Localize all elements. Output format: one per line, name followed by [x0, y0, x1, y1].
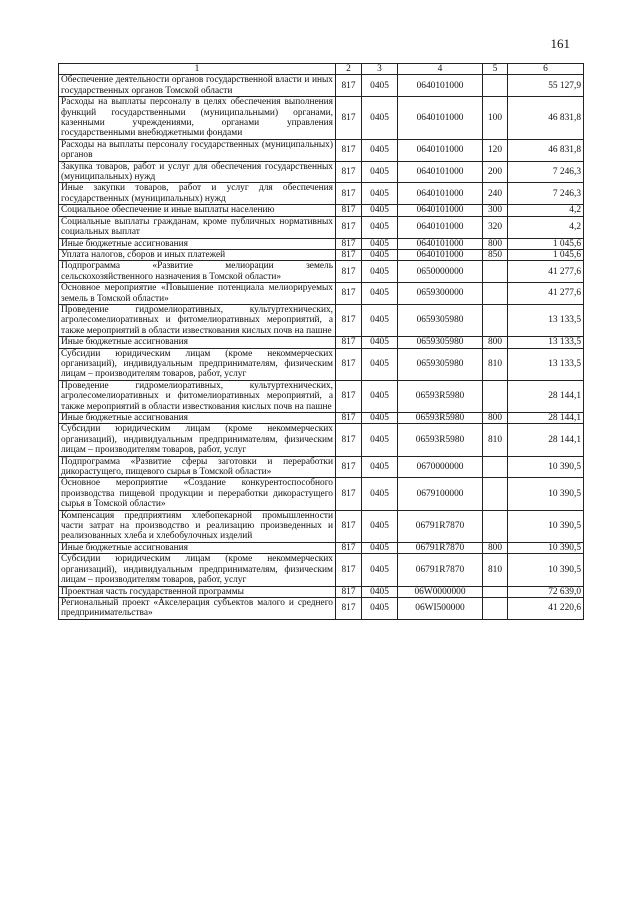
column-header: 5	[483, 64, 508, 75]
cell-section: 0405	[362, 304, 398, 336]
cell-expense-type	[483, 304, 508, 336]
cell-expense-type	[483, 283, 508, 305]
cell-amount: 1 045,6	[508, 238, 584, 249]
cell-amount: 41 277,6	[508, 283, 584, 305]
cell-section: 0405	[362, 586, 398, 597]
cell-name: Расходы на выплаты персоналу государственных (муниципальных) органов	[59, 139, 336, 161]
cell-target-article: 06593R5980	[398, 424, 483, 456]
cell-expense-type: 120	[483, 139, 508, 161]
table-row	[59, 139, 584, 161]
table-row	[59, 542, 584, 553]
page-number: 161	[550, 36, 570, 51]
cell-name: Проведение гидромелиоративных, культуртехнических, агролесомелиоративных и фитомелиоративных мероприятий, а также мероприятий в области известкования кислых почв на пашне	[59, 380, 336, 412]
cell-ved: 817	[336, 554, 362, 586]
table-row	[59, 597, 584, 619]
cell-target-article: 0640101000	[398, 249, 483, 260]
cell-amount: 28 144,1	[508, 380, 584, 412]
cell-name: Основное мероприятие «Повышение потенциала мелиорируемых земель в Томской области»	[59, 283, 336, 305]
cell-section: 0405	[362, 161, 398, 183]
cell-ved: 817	[336, 542, 362, 553]
cell-target-article: 0679100000	[398, 478, 483, 510]
cell-expense-type: 800	[483, 337, 508, 348]
cell-name: Иные бюджетные ассигнования	[59, 413, 336, 424]
table-row	[59, 183, 584, 205]
cell-amount: 4,2	[508, 216, 584, 238]
cell-expense-type	[483, 478, 508, 510]
cell-target-article: 06WI500000	[398, 597, 483, 619]
cell-target-article: 0640101000	[398, 139, 483, 161]
cell-section: 0405	[362, 348, 398, 380]
cell-amount: 10 390,5	[508, 542, 584, 553]
cell-section: 0405	[362, 554, 398, 586]
cell-ved: 817	[336, 413, 362, 424]
table-row	[59, 161, 584, 183]
cell-ved: 817	[336, 510, 362, 542]
cell-section: 0405	[362, 139, 398, 161]
table-row	[59, 337, 584, 348]
cell-amount: 28 144,1	[508, 424, 584, 456]
cell-name: Расходы на выплаты персоналу в целях обеспечения выполнения функций государственными (муниципальными) органами, казенными учреждениями, органами управления государственными внебюджетными фондами	[59, 97, 336, 140]
cell-expense-type	[483, 597, 508, 619]
column-header: 1	[59, 64, 336, 75]
cell-amount: 10 390,5	[508, 478, 584, 510]
cell-section: 0405	[362, 183, 398, 205]
cell-ved: 817	[336, 304, 362, 336]
cell-name: Субсидии юридическим лицам (кроме некоммерческих организаций), индивидуальным предпринимателям, физическим лицам – производителям товаров, работ, услуг	[59, 554, 336, 586]
cell-amount: 28 144,1	[508, 413, 584, 424]
cell-target-article: 0659305980	[398, 304, 483, 336]
cell-expense-type: 320	[483, 216, 508, 238]
column-header: 2	[336, 64, 362, 75]
table-row	[59, 304, 584, 336]
cell-target-article: 06593R5980	[398, 413, 483, 424]
cell-target-article: 0640101000	[398, 75, 483, 97]
cell-section: 0405	[362, 249, 398, 260]
cell-expense-type: 200	[483, 161, 508, 183]
table-row	[59, 261, 584, 283]
budget-table	[58, 63, 584, 620]
cell-section: 0405	[362, 413, 398, 424]
table-row	[59, 456, 584, 478]
cell-target-article: 06593R5980	[398, 380, 483, 412]
cell-amount: 7 246,3	[508, 161, 584, 183]
cell-name: Проведение гидромелиоративных, культуртехнических, агролесомелиоративных и фитомелиоративных мероприятий, а также мероприятий в области известкования кислых почв на пашне	[59, 304, 336, 336]
cell-name: Региональный проект «Акселерация субъектов малого и среднего предпринимательства»	[59, 597, 336, 619]
cell-name: Обеспечение деятельности органов государственной власти и иных государственных органов Томской области	[59, 75, 336, 97]
cell-amount: 7 246,3	[508, 183, 584, 205]
cell-name: Субсидии юридическим лицам (кроме некоммерческих организаций), индивидуальным предпринимателям, физическим лицам – производителям товаров, работ, услуг	[59, 424, 336, 456]
cell-ved: 817	[336, 424, 362, 456]
cell-ved: 817	[336, 183, 362, 205]
cell-ved: 817	[336, 161, 362, 183]
cell-name: Компенсация предприятиям хлебопекарной промышленности части затрат на производство и реализацию произведенных и реализованных хлеба и хлебобулочных изделий	[59, 510, 336, 542]
cell-ved: 817	[336, 586, 362, 597]
cell-ved: 817	[336, 75, 362, 97]
cell-name: Основное мероприятие «Создание конкурентоспособного производства пищевой продукции и переработки дикорастущего сырья в Томской области»	[59, 478, 336, 510]
cell-name: Подпрограмма «Развитие сферы заготовки и переработки дикорастущего, пищевого сырья в Томской области»	[59, 456, 336, 478]
cell-target-article: 0640101000	[398, 161, 483, 183]
cell-target-article: 0659300000	[398, 283, 483, 305]
cell-amount: 13 133,5	[508, 348, 584, 380]
cell-section: 0405	[362, 456, 398, 478]
cell-ved: 817	[336, 597, 362, 619]
cell-target-article: 06791R7870	[398, 510, 483, 542]
cell-target-article: 06791R7870	[398, 542, 483, 553]
cell-target-article: 0640101000	[398, 216, 483, 238]
table-row	[59, 249, 584, 260]
cell-expense-type: 800	[483, 413, 508, 424]
cell-name: Иные бюджетные ассигнования	[59, 337, 336, 348]
table-row	[59, 413, 584, 424]
cell-ved: 817	[336, 456, 362, 478]
cell-amount: 46 831,8	[508, 139, 584, 161]
column-header: 3	[362, 64, 398, 75]
cell-amount: 1 045,6	[508, 249, 584, 260]
cell-name: Иные бюджетные ассигнования	[59, 542, 336, 553]
cell-target-article: 0640101000	[398, 205, 483, 216]
cell-expense-type: 810	[483, 554, 508, 586]
table-row	[59, 75, 584, 97]
cell-expense-type: 810	[483, 348, 508, 380]
cell-expense-type: 850	[483, 249, 508, 260]
cell-section: 0405	[362, 261, 398, 283]
cell-section: 0405	[362, 238, 398, 249]
table-row	[59, 510, 584, 542]
column-header: 6	[508, 64, 584, 75]
cell-section: 0405	[362, 337, 398, 348]
table-row	[59, 97, 584, 140]
cell-amount: 13 133,5	[508, 337, 584, 348]
cell-expense-type: 100	[483, 97, 508, 140]
table-row	[59, 238, 584, 249]
cell-amount: 41 220,6	[508, 597, 584, 619]
cell-amount: 10 390,5	[508, 510, 584, 542]
cell-amount: 4,2	[508, 205, 584, 216]
cell-ved: 817	[336, 478, 362, 510]
cell-amount: 13 133,5	[508, 304, 584, 336]
cell-amount: 72 639,0	[508, 586, 584, 597]
table-row	[59, 216, 584, 238]
cell-ved: 817	[336, 216, 362, 238]
cell-ved: 817	[336, 283, 362, 305]
cell-section: 0405	[362, 97, 398, 140]
cell-section: 0405	[362, 597, 398, 619]
cell-ved: 817	[336, 380, 362, 412]
cell-ved: 817	[336, 139, 362, 161]
cell-expense-type	[483, 510, 508, 542]
cell-name: Субсидии юридическим лицам (кроме некоммерческих организаций), индивидуальным предпринимателям, физическим лицам – производителям товаров, работ, услуг	[59, 348, 336, 380]
cell-section: 0405	[362, 216, 398, 238]
cell-amount: 10 390,5	[508, 554, 584, 586]
cell-expense-type: 810	[483, 424, 508, 456]
cell-expense-type: 800	[483, 542, 508, 553]
cell-expense-type	[483, 75, 508, 97]
cell-target-article: 06W0000000	[398, 586, 483, 597]
table-row	[59, 205, 584, 216]
cell-target-article: 06791R7870	[398, 554, 483, 586]
cell-name: Социальное обеспечение и иные выплаты населению	[59, 205, 336, 216]
cell-target-article: 0640101000	[398, 183, 483, 205]
cell-name: Проектная часть государственной программы	[59, 586, 336, 597]
cell-target-article: 0670000000	[398, 456, 483, 478]
cell-name: Подпрограмма «Развитие мелиорации земель сельскохозяйственного назначения в Томской области»	[59, 261, 336, 283]
cell-amount: 55 127,9	[508, 75, 584, 97]
cell-ved: 817	[336, 261, 362, 283]
cell-section: 0405	[362, 75, 398, 97]
cell-expense-type: 800	[483, 238, 508, 249]
cell-ved: 817	[336, 249, 362, 260]
cell-expense-type: 240	[483, 183, 508, 205]
cell-ved: 817	[336, 348, 362, 380]
table-row	[59, 380, 584, 412]
cell-amount: 10 390,5	[508, 456, 584, 478]
cell-name: Иные закупки товаров, работ и услуг для обеспечения государственных (муниципальных) нужд	[59, 183, 336, 205]
cell-target-article: 0640101000	[398, 238, 483, 249]
cell-amount: 41 277,6	[508, 261, 584, 283]
cell-expense-type	[483, 261, 508, 283]
cell-section: 0405	[362, 542, 398, 553]
cell-section: 0405	[362, 380, 398, 412]
cell-section: 0405	[362, 510, 398, 542]
cell-ved: 817	[336, 97, 362, 140]
cell-ved: 817	[336, 238, 362, 249]
cell-section: 0405	[362, 205, 398, 216]
table-row	[59, 283, 584, 305]
column-header: 4	[398, 64, 483, 75]
cell-ved: 817	[336, 205, 362, 216]
cell-name: Уплата налогов, сборов и иных платежей	[59, 249, 336, 260]
cell-name: Закупка товаров, работ и услуг для обеспечения государственных (муниципальных) нужд	[59, 161, 336, 183]
cell-ved: 817	[336, 337, 362, 348]
table-row	[59, 424, 584, 456]
cell-expense-type	[483, 380, 508, 412]
cell-expense-type	[483, 456, 508, 478]
cell-target-article: 0640101000	[398, 97, 483, 140]
cell-section: 0405	[362, 283, 398, 305]
cell-name: Социальные выплаты гражданам, кроме публичных нормативных социальных выплат	[59, 216, 336, 238]
cell-target-article: 0650000000	[398, 261, 483, 283]
cell-section: 0405	[362, 424, 398, 456]
table-row	[59, 348, 584, 380]
cell-expense-type: 300	[483, 205, 508, 216]
header-row	[59, 64, 584, 75]
cell-expense-type	[483, 586, 508, 597]
cell-section: 0405	[362, 478, 398, 510]
table-row	[59, 586, 584, 597]
cell-target-article: 0659305980	[398, 337, 483, 348]
table-row	[59, 478, 584, 510]
table-row	[59, 554, 584, 586]
cell-name: Иные бюджетные ассигнования	[59, 238, 336, 249]
cell-amount: 46 831,8	[508, 97, 584, 140]
cell-target-article: 0659305980	[398, 348, 483, 380]
